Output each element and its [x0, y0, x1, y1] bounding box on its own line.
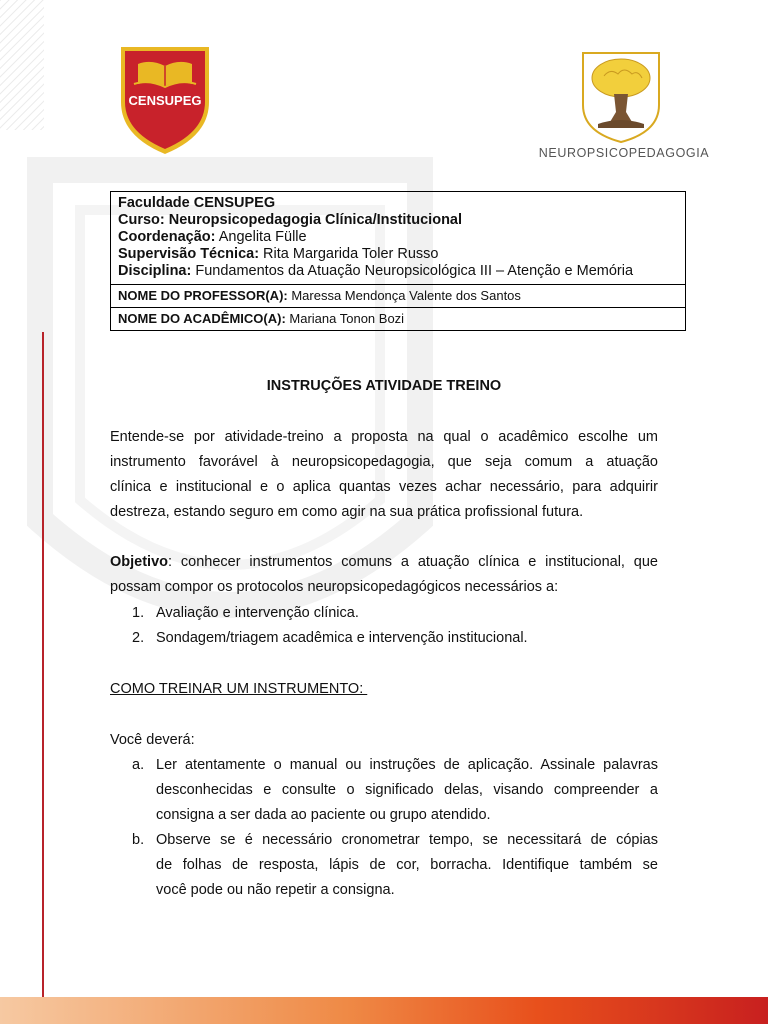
objetivo-paragraph	[110, 550, 658, 600]
neuropsicopedagogia-tree-logo	[580, 50, 662, 144]
step-line: consigna a ser dada ao paciente ou grupo atendido.	[156, 807, 491, 823]
step-line: desconhecidas e consulte o significado delas, visando compreender a	[156, 782, 658, 798]
course-info-table	[110, 191, 686, 331]
step-line: Ler atentamente o manual ou instruções de aplicação. Assinale palavras	[156, 757, 658, 773]
objetivo-item-text: Sondagem/triagem acadêmica e intervenção institucional.	[156, 630, 528, 646]
svg-text:CENSUPEG: CENSUPEG	[128, 93, 202, 108]
curso-line: Curso: Neuropsicopedagogia Clínica/Institucional	[118, 212, 463, 228]
corner-stripes	[0, 0, 44, 130]
intro-line: Entende-se por atividade-treino a proposta na qual o acadêmico escolhe um	[110, 429, 658, 445]
intro-line: clínica e institucional e o aplica quantas vezes achar necessário, para adquirir	[110, 479, 658, 495]
neuropsicopedagogia-wordmark: NEUROPSICOPEDAGOGIA	[538, 146, 710, 160]
step-letter: a.	[132, 757, 145, 773]
objetivo-line: possam compor os protocolos neuropsicopedagógicos necessários a:	[110, 579, 559, 595]
document-title: INSTRUÇÕES ATIVIDADE TREINO	[266, 378, 502, 394]
course-info-cell	[111, 192, 686, 285]
objetivo-line: Objetivo: conhecer instrumentos comuns a atuação clínica e institucional, que	[110, 554, 658, 570]
step-text	[156, 753, 658, 828]
intro-line: instrumento favorável à neuropsicopedagogia, que seja comum a atuação	[110, 454, 658, 470]
objetivo-item-number: 1.	[132, 605, 145, 621]
step-line: Observe se é necessário cronometrar tempo, se necessitará de cópias	[156, 832, 658, 848]
step-letter: b.	[132, 832, 145, 848]
objetivo-item-text: Avaliação e intervenção clínica.	[156, 605, 359, 621]
faculdade-line: Faculdade CENSUPEG	[118, 195, 276, 211]
section-heading: COMO TREINAR UM INSTRUMENTO:	[110, 681, 368, 697]
intro-paragraph	[110, 425, 658, 525]
voce-devera-text: Você deverá:	[110, 732, 195, 748]
coordenacao-line: Coordenação: Angelita Fülle	[118, 229, 307, 245]
step-line: de folhas de resposta, lápis de cor, borracha. Identifique também se	[156, 857, 658, 873]
censupeg-shield-logo	[118, 44, 212, 156]
course-info-header-row	[111, 192, 686, 285]
supervisao-line: Supervisão Técnica: Rita Margarida Toler Russo	[118, 246, 439, 262]
objetivo-item-number: 2.	[132, 630, 145, 646]
professor-cell: NOME DO PROFESSOR(A): Maressa Mendonça Valente dos Santos	[111, 285, 686, 308]
footer-gradient-bar	[0, 997, 768, 1024]
professor-row	[111, 285, 686, 308]
margin-red-line	[42, 332, 44, 1000]
academico-cell: NOME DO ACADÊMICO(A): Mariana Tonon Bozi	[111, 308, 686, 331]
step-text	[156, 828, 658, 903]
step-line: você pode ou não repetir a consigna.	[156, 882, 395, 898]
intro-line: destreza, estando seguro em como agir na sua prática profissional futura.	[110, 504, 584, 520]
objetivo-label: Objetivo	[110, 554, 169, 570]
disciplina-line: Disciplina: Fundamentos da Atuação Neuropsicológica III – Atenção e Memória	[118, 263, 634, 279]
academico-row	[111, 308, 686, 331]
